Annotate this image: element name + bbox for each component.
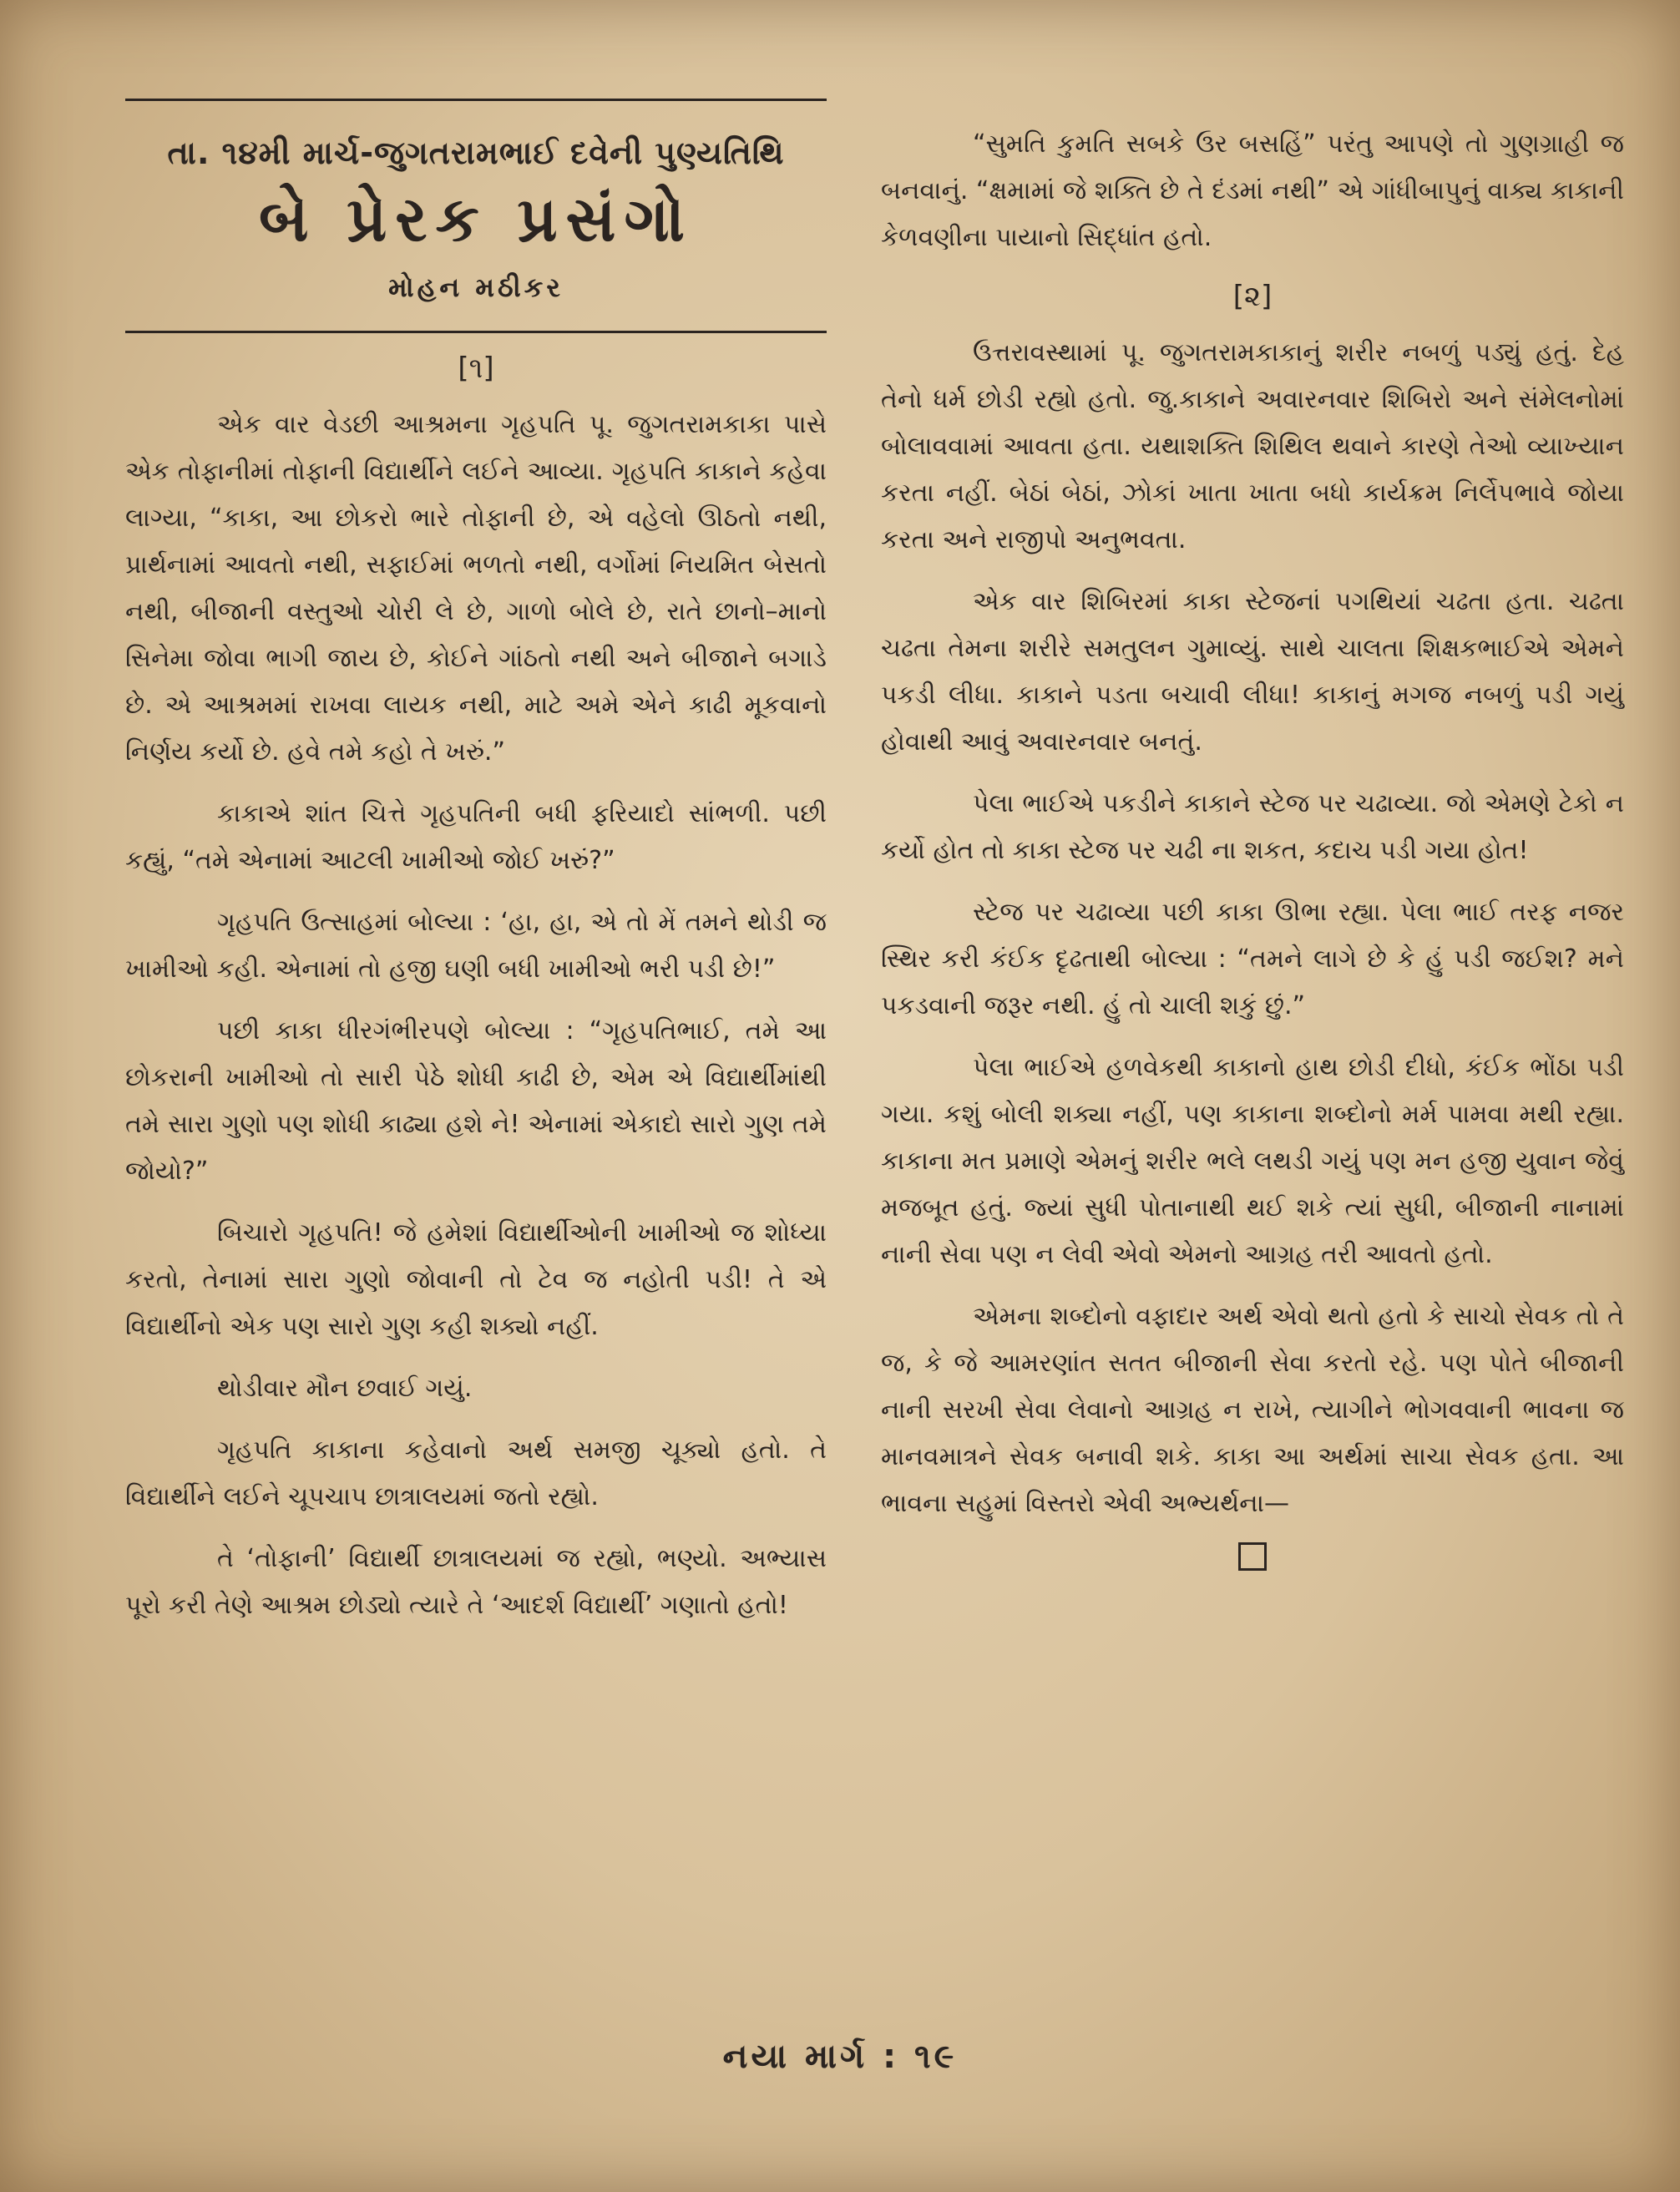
- paragraph: એમના શબ્દોનો વફાદાર અર્થ એવો થતો હતો કે સાચો સેવક તો તે જ, કે જે આમરણાંત સતત બીજાની સેવા કરતો રહે. પણ પોતે બીજાની નાની સરખી સેવા લેવાનો આગ્રહ ન રાખે, ત્યાગીને ભોગવવાની ભાવના જ માનવમાત્રને સેવક બનાવી શકે. કાકા આ અર્થમાં સાચા સેવક હતા. આ ભાવના સહુમાં વિસ્તરો એવી અભ્યર્થના—: [881, 1302, 1624, 1518]
- page-footer: નયા માર્ગ : ૧૯: [722, 2038, 958, 2076]
- paragraph: એક વાર શિબિરમાં કાકા સ્ટેજનાં પગથિયાં ચઢતા હતા. ચઢતા ચઢતા તેમના શરીરે સમતુલન ગુમાવ્યું. સાથે ચાલતા શિક્ષકભાઈએ એમને પકડી લીધા. કાકાને પડતા બચાવી લીધા! કાકાનું મગજ નબળું પડી ગયું હોવાથી આવું અવારનવાર બનતું.: [881, 587, 1624, 757]
- author-name: મોહન મઠીકર: [388, 271, 564, 303]
- bottom-rule: [125, 331, 827, 333]
- paragraph: ઉત્તરાવસ્થામાં પૂ. જુગતરામકાકાનું શરીર નબળું પડ્યું હતું. દેહ તેનો ધર્મ છોડી રહ્યો હતો. જુ.કાકાને અવારનવાર શિબિરો અને સંમેલનોમાં બોલાવવામાં આવતા હતા. યથાશક્તિ શિથિલ થવાને કારણે તેઓ વ્યાખ્યાન કરતા નહીં. બેઠાં બેઠાં, ઝોકાં ખાતા ખાતા બધો કાર્યક્રમ નિર્લેપભાવે જોયા કરતા અને રાજીપો અનુભવતા.: [881, 338, 1624, 554]
- dateline: તા. ૧૪મી માર્ચ-જુગતરામભાઈ દવેની પુણ્યતિથિ: [167, 134, 785, 171]
- paragraph: એક વાર વેડછી આશ્રમના ગૃહપતિ પૂ. જુગતરામકાકા પાસે એક તોફાનીમાં તોફાની વિદ્યાર્થીને લઈને આવ્યા. ગૃહપતિ કાકાને કહેવા લાગ્યા, “કાકા, આ છોકરો ભારે તોફાની છે, એ વહેલો ઊઠતો નથી, પ્રાર્થનામાં આવતો નથી, સફાઈમાં ભળતો નથી, વર્ગોમાં નિયમિત બેસતો નથી, બીજાની વસ્તુઓ ચોરી લે છે, ગાળો બોલે છે, રાતે છાનો–માનો સિનેમા જોવા ભાગી જાય છે, કોઈને ગાંઠતો નથી અને બીજાને બગાડે છે. એ આશ્રમમાં રાખવા લાયક નથી, માટે અમે એને કાઢી મૂકવાનો નિર્ણય કર્યો છે. હવે તમે કહો તે ખરું.”: [125, 410, 827, 767]
- article-title: બે પ્રેરક પ્રસંગો: [259, 184, 693, 256]
- paragraph: તે ‘તોફાની’ વિદ્યાર્થી છાત્રાલયમાં જ રહ્યો, ભણ્યો. અભ્યાસ પૂરો કરી તેણે આશ્રમ છોડ્યો ત્યારે તે ‘આદર્શ વિદ્યાર્થી’ ગણાતો હતો!: [125, 1544, 827, 1620]
- right-column: [881, 121, 1624, 1571]
- paragraph: ગૃહપતિ ઉત્સાહમાં બોલ્યા : ‘હા, હા, એ તો મેં તમને થોડી જ ખામીઓ કહી. એનામાં તો હજી ઘણી બધી ખામીઓ ભરી પડી છે!”: [125, 908, 827, 984]
- paragraph: થોડીવાર મૌન છવાઈ ગયું.: [217, 1374, 473, 1403]
- paragraph: ગૃહપતિ કાકાના કહેવાનો અર્થ સમજી ચૂક્યો હતો. તે વિદ્યાર્થીને લઈને ચૂપચાપ છાત્રાલયમાં જતો રહ્યો.: [125, 1435, 827, 1511]
- section-marker-1: [૧]: [458, 352, 494, 385]
- paragraph: બિચારો ગૃહપતિ! જે હમેશાં વિદ્યાર્થીઓની ખામીઓ જ શોધ્યા કરતો, તેનામાં સારા ગુણો જોવાની તો ટેવ જ નહોતી પડી! તે એ વિદ્યાર્થીનો એક પણ સારો ગુણ કહી શક્યો નહીં.: [125, 1218, 827, 1341]
- paragraph: સ્ટેજ પર ચઢાવ્યા પછી કાકા ઊભા રહ્યા. પેલા ભાઈ તરફ નજર સ્થિર કરી કંઈક દૃઢતાથી બોલ્યા : “તમને લાગે છે કે હું પડી જઈશ? મને પકડવાની જરૂર નથી. હું તો ચાલી શકું છું.”: [881, 898, 1624, 1020]
- end-mark-box: [1238, 1542, 1267, 1571]
- paragraph: પેલા ભાઈએ હળવેકથી કાકાનો હાથ છોડી દીધો, કંઈક ભોંઠા પડી ગયા. કશું બોલી શક્યા નહીં, પણ કાકાના શબ્દોનો મર્મ પામવા મથી રહ્યા. કાકાના મત પ્રમાણે એમનું શરીર ભલે લથડી ગયું પણ મન હજી યુવાન જેવું મજબૂત હતું. જ્યાં સુધી પોતાનાથી થઈ શકે ત્યાં સુધી, બીજાની નાનામાં નાની સેવા પણ ન લેવી એવો એમનો આગ્રહ તરી આવતો હતો.: [881, 1053, 1624, 1269]
- paragraph: કાકાએ શાંત ચિત્તે ગૃહપતિની બધી ફરિયાદો સાંભળી. પછી કહ્યું, “તમે એનામાં આટલી ખામીઓ જોઈ ખરું?”: [125, 799, 827, 875]
- section-marker-2: [૨]: [1232, 280, 1273, 313]
- paragraph: પછી કાકા ધીરગંભીરપણે બોલ્યા : “ગૃહપતિભાઈ, તમે આ છોકરાની ખામીઓ તો સારી પેઠે શોધી કાઢી છે, એમ એ વિદ્યાર્થીમાંથી તમે સારા ગુણો પણ શોધી કાઢ્યા હશે ને! એનામાં એકાદો સારો ગુણ તમે જોયો?”: [125, 1016, 827, 1186]
- paragraph: પેલા ભાઈએ પકડીને કાકાને સ્ટેજ પર ચઢાવ્યા. જો એમણે ટેકો ન કર્યો હોત તો કાકા સ્ટેજ પર ચઢી ના શકત, કદાચ પડી ગયા હોત!: [881, 789, 1624, 865]
- top-rule: [125, 99, 827, 101]
- paragraph: “સુમતિ કુમતિ સબકે ઉર બસહિં” પરંતુ આપણે તો ગુણગ્રાહી જ બનવાનું. “ક્ષમામાં જે શક્તિ છે તે દંડમાં નથી” એ ગાંધીબાપુનું વાક્ય કાકાની કેળવણીના પાયાનો સિદ્ધાંત હતો.: [881, 129, 1624, 252]
- left-column: [125, 99, 827, 1644]
